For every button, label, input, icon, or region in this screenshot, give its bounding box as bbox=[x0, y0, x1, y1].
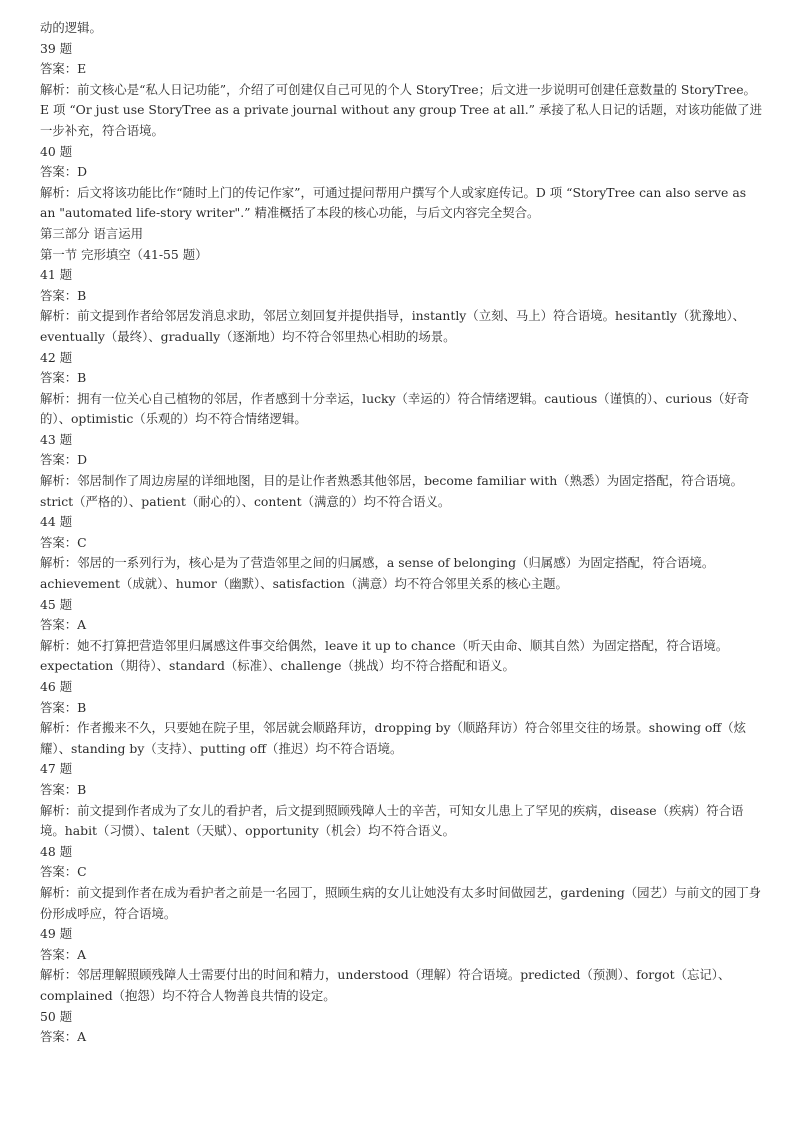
question-number: 39 题 bbox=[40, 40, 73, 56]
answer-line: 答案：D bbox=[40, 164, 88, 180]
question-number: 42 题 bbox=[40, 349, 73, 365]
explanation-paragraph: 解析：邻居的一系列行为，核心是为了营造邻里之间的归属感，a sense of belonging（归属感）为固定搭配，符合语境。achievement（成就）、humor（幽默）、satisfaction（满意）均不符合邻里关系的核心主题。 bbox=[40, 555, 715, 592]
subsection-heading: 第一节 完形填空（41-55 题） bbox=[40, 246, 208, 262]
answer-line: 答案：B bbox=[40, 781, 87, 797]
explanation-paragraph: 解析：邻居制作了周边房屋的详细地图，目的是让作者熟悉其他邻居，become familiar with（熟悉）为固定搭配，符合语境。strict（严格的）、patient（耐心的）、content（满意的）均不符合语义。 bbox=[40, 473, 744, 509]
explanation-paragraph: 解析：前文提到作者成为了女儿的看护者，后文提到照顾残障人士的辛苦，可知女儿患上了罕见的疾病，disease（疾病）符合语境。habit（习惯）、talent（天赋）、opportunity（机会）均不符合语义。 bbox=[40, 802, 744, 839]
explanation-paragraph: 解析：她不打算把营造邻里归属感这件事交给偶然，leave it up to chance（听天由命、顺其自然）为固定搭配，符合语境。expectation（期待）、standard（标准）、challenge（挑战）均不符合搭配和语义。 bbox=[40, 637, 729, 674]
explanation-paragraph: 解析：前文提到作者在成为看护者之前是一名园丁，照顾生病的女儿让她没有太多时间做园艺，gardening（园艺）与前文的园丁身份形成呼应，符合语境。 bbox=[40, 884, 762, 921]
question-number: 45 题 bbox=[40, 596, 73, 612]
question-number: 44 题 bbox=[40, 514, 73, 530]
explanation-paragraph: 解析：前文核心是“私人日记功能”，介绍了可创建仅自己可见的个人 StoryTree；后文进一步说明可创建任意数量的 StoryTree。E 项 “Or just use StoryTree as a private journal without any group Tree at all.” 承接了私人日记的话题，对该功能做了进一步补充，符合语境。 bbox=[40, 81, 762, 138]
question-number: 50 题 bbox=[40, 1008, 73, 1024]
section-heading: 第三部分 语言运用 bbox=[40, 225, 144, 241]
answer-line: 答案：B bbox=[40, 370, 87, 386]
question-number: 40 题 bbox=[40, 143, 73, 159]
answer-line: 答案：B bbox=[40, 699, 87, 715]
explanation-paragraph: 解析：后文将该功能比作“随时上门的传记作家”，可通过提问帮用户撰写个人或家庭传记。D 项 “StoryTree can also serve as an "automated life-story writer".” 精准概括了本段的核心功能，与后文内容完全契合。 bbox=[40, 184, 747, 221]
text-line: 动的逻辑。 bbox=[40, 20, 102, 35]
answer-line: 答案：C bbox=[40, 534, 87, 550]
answer-line: 答案：C bbox=[40, 864, 87, 880]
explanation-paragraph: 解析：前文提到作者给邻居发消息求助，邻居立刻回复并提供指导，instantly（立刻、马上）符合语境。hesitantly（犹豫地）、eventually（最终）、gradually（逐渐地）均不符合邻里热心相助的场景。 bbox=[40, 308, 746, 344]
answer-line: 答案：B bbox=[40, 287, 87, 303]
answer-line: 答案：A bbox=[40, 1029, 87, 1045]
question-number: 47 题 bbox=[40, 761, 73, 777]
question-number: 46 题 bbox=[40, 679, 73, 694]
answer-line: 答案：A bbox=[40, 617, 87, 633]
explanation-paragraph: 解析：拥有一位关心自己植物的邻居，作者感到十分幸运，lucky（幸运的）符合情绪逻辑。cautious（谨慎的）、curious（好奇的）、optimistic（乐观的）均不符合情绪逻辑。 bbox=[40, 390, 750, 427]
question-number: 49 题 bbox=[40, 926, 73, 942]
answer-line: 答案：E bbox=[40, 61, 87, 77]
question-number: 43 题 bbox=[40, 431, 73, 447]
explanation-paragraph: 解析：作者搬来不久，只要她在院子里，邻居就会顺路拜访，dropping by（顺路拜访）符合邻里交往的场景。showing off（炫耀）、standing by（支持）、putting off（推迟）均不符合语境。 bbox=[40, 720, 746, 756]
explanation-paragraph: 解析：邻居理解照顾残障人士需要付出的时间和精力，understood（理解）符合语境。predicted（预测）、forgot（忘记）、complained（抱怨）均不符合人物善良共情的设定。 bbox=[40, 967, 731, 1003]
document-body bbox=[40, 18, 762, 1048]
answer-line: 答案：A bbox=[40, 946, 87, 962]
question-number: 48 题 bbox=[40, 843, 73, 859]
answer-line: 答案：D bbox=[40, 452, 88, 468]
question-number: 41 题 bbox=[40, 267, 73, 283]
